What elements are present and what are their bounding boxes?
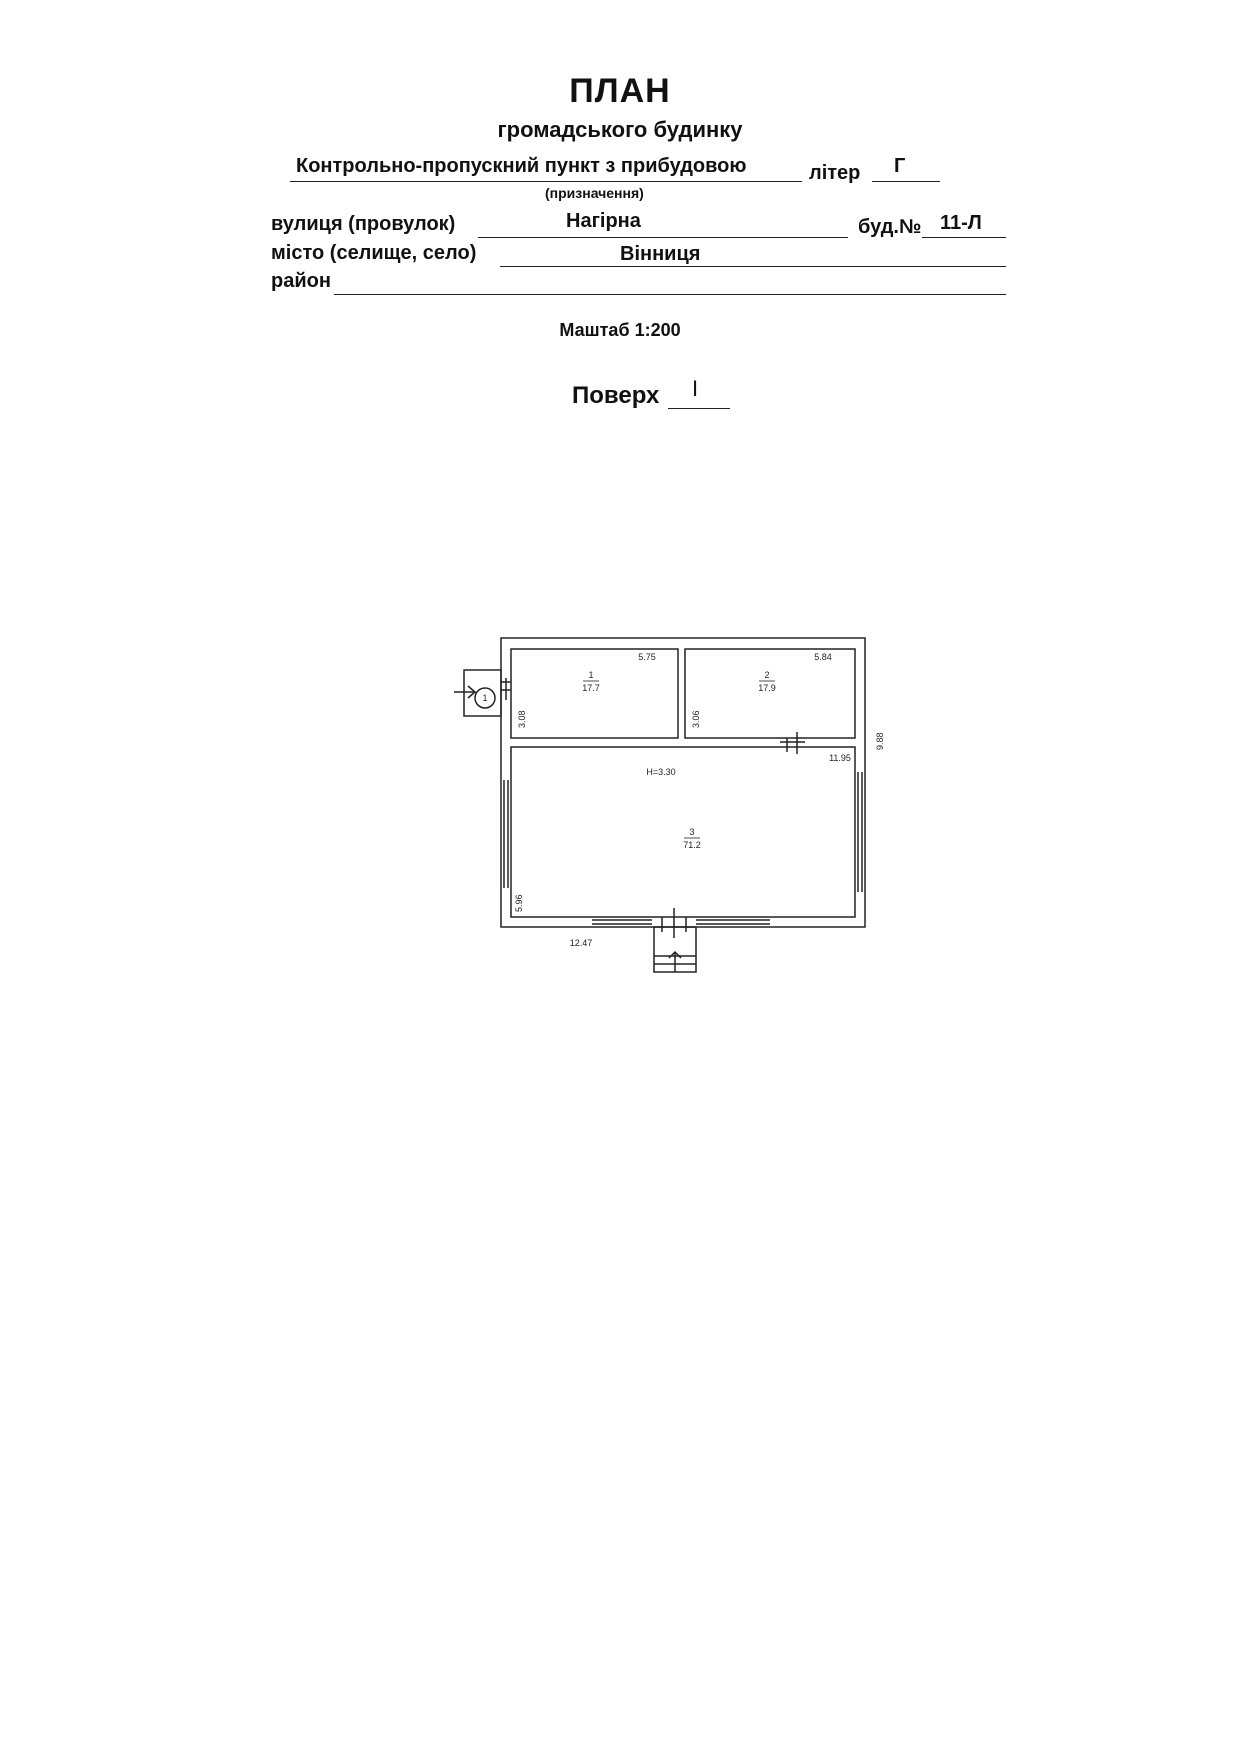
city-underline — [500, 266, 1006, 267]
city-value: Вінниця — [620, 243, 701, 265]
plan-title: ПЛАН — [569, 72, 671, 110]
street-label: вулиця (провулок) — [271, 213, 456, 235]
building-label: буд.№ — [858, 216, 922, 238]
room-3-height: H=3.30 — [646, 767, 676, 777]
dim-lower-width: 5.96 — [514, 894, 524, 912]
dim-upper-length: 11.95 — [829, 753, 851, 763]
outer-wall — [501, 638, 865, 927]
purpose-caption: (призначення) — [545, 185, 644, 201]
building-underline — [922, 237, 1006, 238]
room-2-area: 17.9 — [758, 683, 776, 693]
liter-underline — [872, 181, 940, 182]
district-label: район — [271, 270, 331, 292]
scale-label: Маштаб 1:200 — [559, 320, 681, 340]
room-3-outline — [511, 747, 855, 917]
room-2-width: 3.06 — [691, 710, 701, 728]
district-underline — [334, 294, 1006, 295]
street-underline — [478, 237, 848, 238]
floor-value: I — [692, 376, 699, 401]
street-value: Нагірна — [566, 210, 641, 232]
room-1-width: 3.08 — [517, 710, 527, 728]
room-1-number: 1 — [588, 670, 594, 680]
room-1-area: 17.7 — [582, 683, 600, 693]
dim-overall-depth: 9.88 — [875, 732, 885, 750]
purpose-underline — [290, 181, 802, 182]
liter-value: Г — [894, 155, 906, 177]
room-3-number: 3 — [689, 827, 695, 837]
liter-label: літер — [809, 162, 861, 184]
entrance-marker-number: 1 — [482, 693, 488, 703]
room-3-area: 71.2 — [683, 840, 701, 850]
room-1-length: 5.75 — [638, 652, 656, 662]
room-2-number: 2 — [764, 670, 770, 680]
purpose-value: Контрольно-пропускний пункт з прибудовою — [296, 155, 747, 177]
dim-overall-length: 12.47 — [569, 938, 593, 948]
room-2-outline — [685, 649, 855, 738]
floor-plan-drawing — [440, 620, 885, 980]
plan-subtitle: громадського будинку — [497, 117, 743, 142]
floor-label: Поверх — [572, 382, 660, 409]
room-1-outline — [511, 649, 678, 738]
city-label: місто (селище, село) — [271, 242, 477, 264]
building-value: 11-Л — [940, 212, 982, 234]
room-2-length: 5.84 — [814, 652, 832, 662]
floor-underline — [668, 408, 730, 409]
